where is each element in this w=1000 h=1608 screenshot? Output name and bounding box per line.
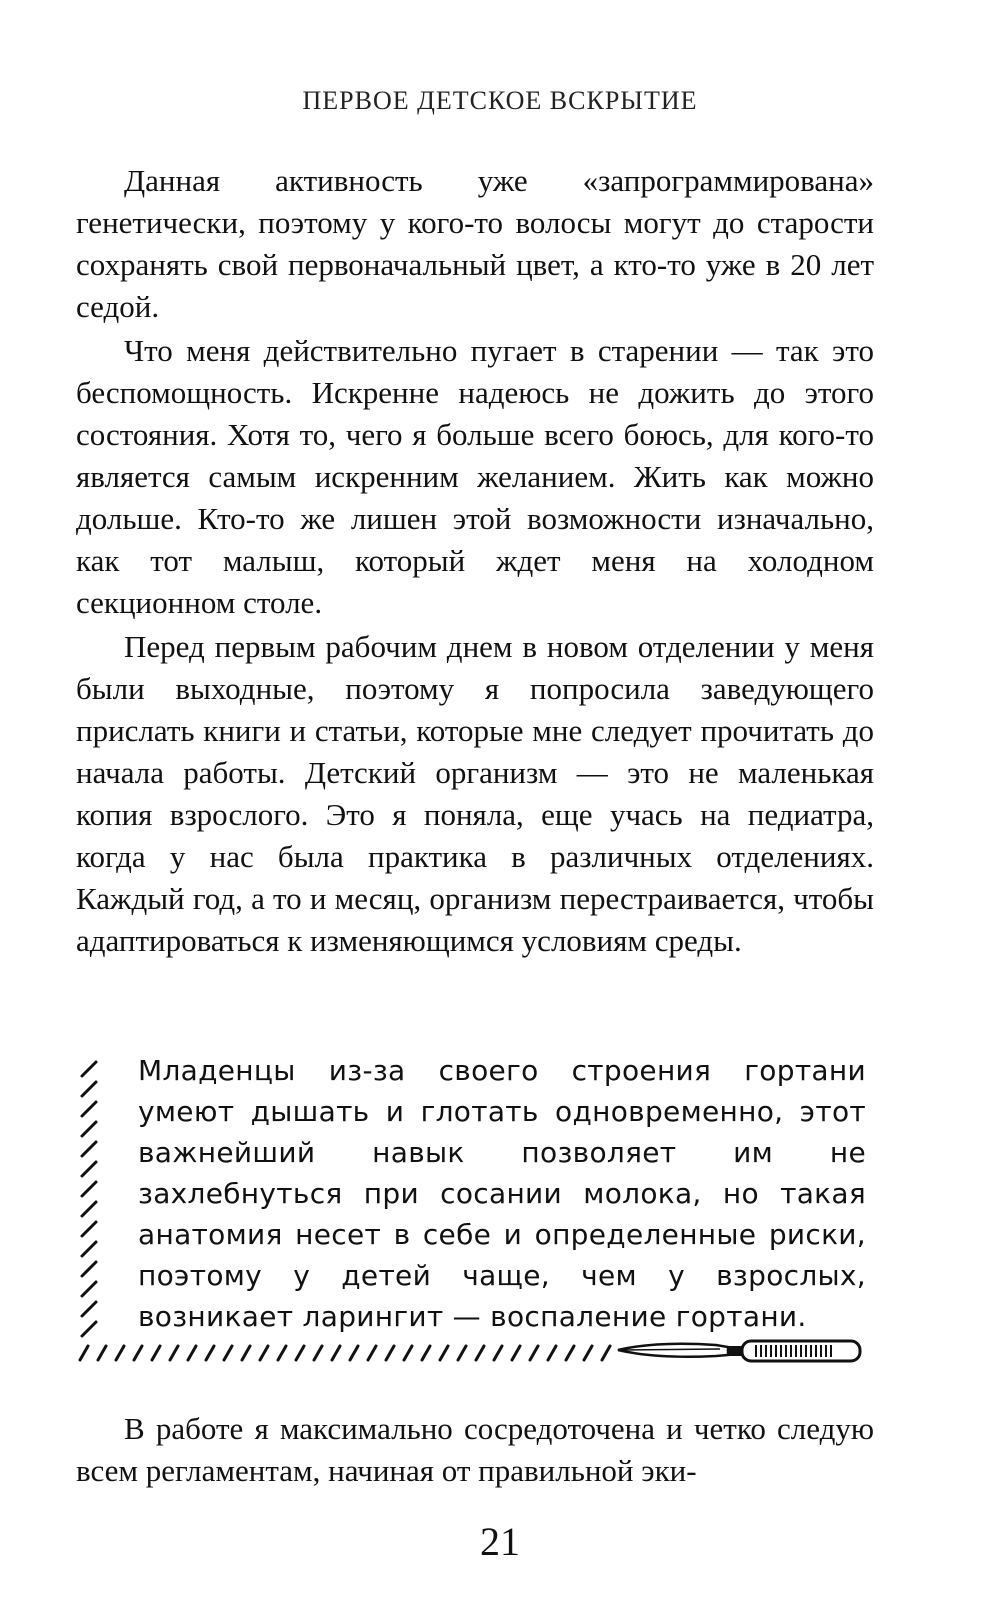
page-number: 21 (480, 1519, 520, 1564)
paragraph-3: Перед первым рабочим днем в новом отделении у меня были выходные, поэтому я попросила заведующего прислать книги и статьи, которые мне следует прочитать до начала работы. Детский организм — это не маленькая копия взрослого. Это я поняла, еще учась на педиатра, когда у нас была практика в различных отделениях. Каждый год, а то и месяц, организм перестраивается, чтобы адаптироваться к изменяющимся условиям среды. (76, 629, 874, 958)
running-title: ПЕРВОЕ ДЕТСКОЕ ВСКРЫТИЕ (302, 86, 698, 115)
paragraph-1: Данная активность уже «запрограммирована» генетически, поэтому у кого-то волосы могут до старости сохранять свой первоначальный цвет, а кто-то уже в 20 лет седой. (76, 163, 874, 324)
paragraph-4: В работе я максимально сосредоточена и четко следую всем регламентам, начиная от правильной эки- (76, 1411, 874, 1488)
scalpel-icon (616, 1333, 864, 1367)
paragraph-2: Что меня действительно пугает в старении — так это беспомощность. Искренне надеюсь не дожить до этого состояния. Хотя то, чего я больше всего боюсь, для кого-то является самым искренним желанием. Жить как можно дольше. Кто-то же лишен этой возможности изначально, как тот малыш, который ждет меня на холодном секционном столе. (76, 333, 874, 620)
hatch-border-left-icon (76, 1054, 106, 1344)
callout-text: Младенцы из-за своего строения гортани умеют дышать и глотать одновременно, этот важнейший навык позволяет им не захлебнуться при сосании молока, но такая анатомия несет в себе и определенные риски, поэтому у детей чаще, чем у взрослых, возникает ларингит — воспаление гортани. (138, 1054, 866, 1333)
callout-box (76, 1050, 888, 1350)
hatch-border-bottom-icon (76, 1340, 616, 1364)
main-text (76, 160, 874, 964)
